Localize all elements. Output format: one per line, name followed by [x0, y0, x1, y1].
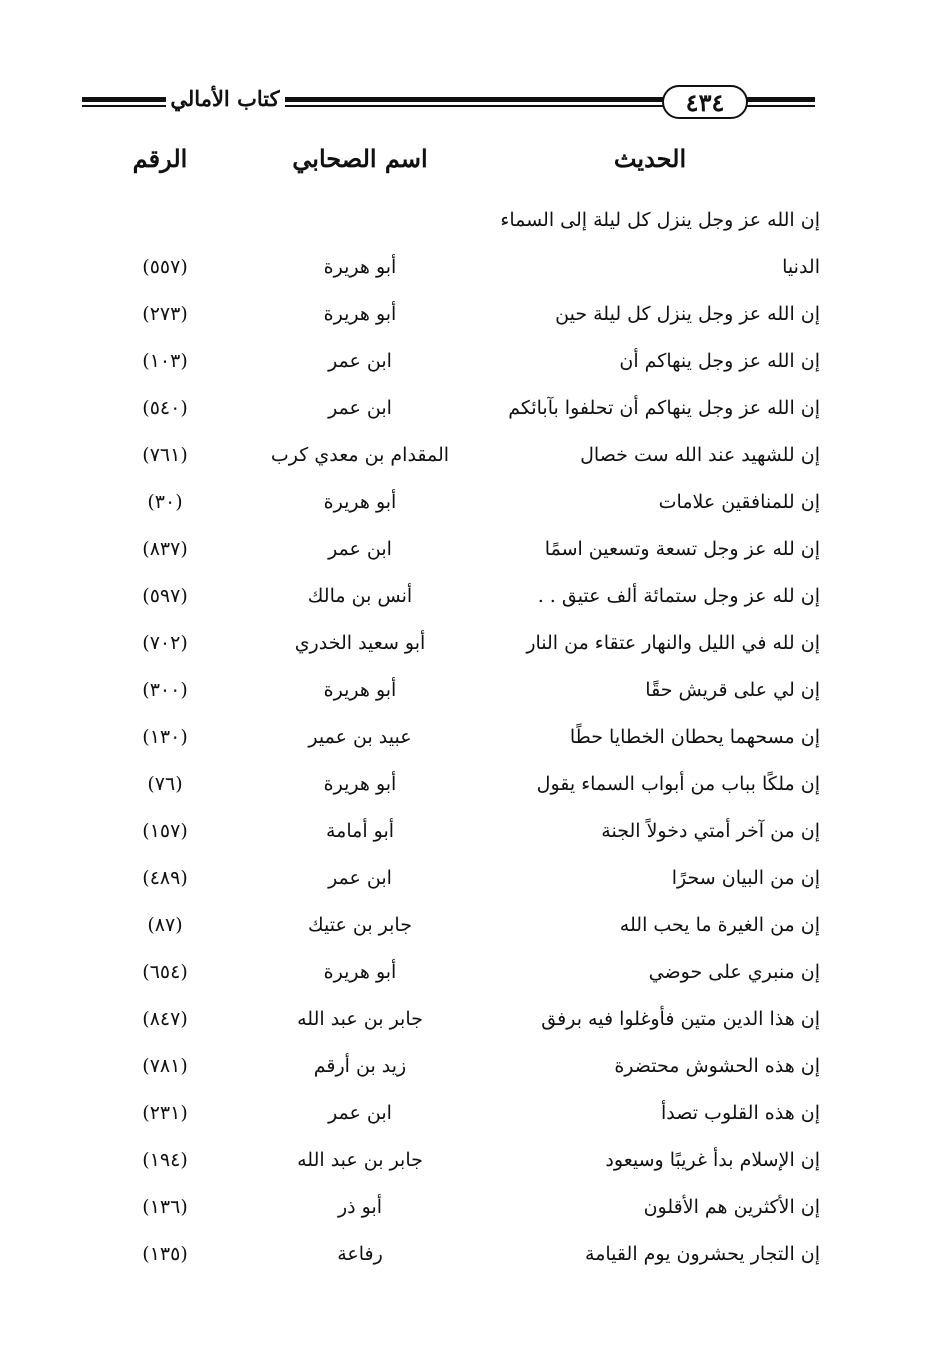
hadith-number: (٣٠) [147, 491, 183, 513]
hadith-text: إن الله عز وجل ينزل كل ليلة إلى السماء [500, 209, 820, 231]
hadith-text: إن لله عز وجل تسعة وتسعين اسمًا [544, 538, 820, 560]
hadith-text: إن هذه القلوب تصدأ [661, 1102, 820, 1124]
table-row [0, 1093, 930, 1140]
header-rule-right-thin [740, 105, 815, 107]
hadith-number: (٧٨١) [142, 1055, 188, 1077]
header-rule-middle-thin [285, 105, 670, 107]
hadith-number: (٧٦) [147, 773, 183, 795]
table-row [0, 717, 930, 764]
sahabi-name: أبو هريرة [323, 773, 397, 795]
table-row [0, 576, 930, 623]
hadith-text: إن الله عز وجل ينزل كل ليلة حين [555, 303, 820, 325]
hadith-number: (٥٤٠) [142, 397, 188, 419]
table-row [0, 1234, 930, 1281]
sahabi-name: أبو ذر [337, 1196, 383, 1218]
hadith-number: (٨٧) [147, 914, 183, 936]
table-row [0, 999, 930, 1046]
hadith-text: إن من آخر أمتي دخولاً الجنة [601, 820, 820, 842]
table-row [0, 764, 930, 811]
sahabi-name: أنس بن مالك [307, 585, 413, 607]
table-row [0, 1187, 930, 1234]
table-row [0, 623, 930, 670]
hadith-number: (٢٣١) [142, 1102, 188, 1124]
hadith-number: (٧٠٢) [142, 632, 188, 654]
hadith-text: الدنيا [782, 256, 820, 278]
table-row [0, 341, 930, 388]
hadith-text: إن من الغيرة ما يحب الله [619, 914, 820, 936]
table-row [0, 811, 930, 858]
sahabi-name: ابن عمر [328, 867, 392, 889]
hadith-number: (١٩٤) [142, 1149, 188, 1171]
hadith-number: (٨٤٧) [142, 1008, 188, 1030]
hadith-text: إن من البيان سحرًا [671, 867, 820, 889]
hadith-text: إن التجار يحشرون يوم القيامة [585, 1243, 820, 1265]
hadith-number: (٢٧٣) [142, 303, 188, 325]
column-heading-hadith: الحديث [613, 144, 687, 173]
hadith-text: إن هذا الدين متين فأوغلوا فيه برفق [541, 1008, 820, 1030]
table-row [0, 905, 930, 952]
table-row [0, 529, 930, 576]
hadith-text: إن الله عز وجل ينهاكم أن [619, 350, 820, 372]
header-rule-left-thick [82, 97, 168, 102]
sahabi-name: أبو سعيد الخدري [294, 632, 426, 654]
hadith-text: إن للشهيد عند الله ست خصال [580, 444, 820, 466]
sahabi-name: زيد بن أرقم [313, 1055, 407, 1077]
sahabi-name: أبو هريرة [323, 491, 397, 513]
hadith-number: (٥٩٧) [142, 585, 188, 607]
table-row [0, 952, 930, 999]
hadith-number: (١٥٧) [142, 820, 188, 842]
hadith-number: (١٣٦) [142, 1196, 188, 1218]
hadith-text: إن الله عز وجل ينهاكم أن تحلفوا بآبائكم [508, 397, 820, 419]
header-rule-middle-thick [285, 97, 670, 102]
hadith-text: إن ملكًا بباب من أبواب السماء يقول [536, 773, 820, 795]
hadith-number: (٨٣٧) [142, 538, 188, 560]
sahabi-name: ابن عمر [328, 397, 392, 419]
hadith-text: إن الأكثرين هم الأقلون [643, 1196, 820, 1218]
table-row [0, 482, 930, 529]
page-number: ٤٣٤ [662, 85, 748, 119]
hadith-text: إن لله في الليل والنهار عتقاء من النار [526, 632, 820, 654]
sahabi-name: جابر بن عبد الله [297, 1149, 423, 1171]
table-row [0, 670, 930, 717]
hadith-number: (٤٨٩) [142, 867, 188, 889]
hadith-text: إن الإسلام بدأ غريبًا وسيعود [605, 1149, 820, 1171]
hadith-text: إن لله عز وجل ستمائة ألف عتيق . . [537, 585, 820, 607]
hadith-number: (١٣٥) [142, 1243, 188, 1265]
sahabi-name: المقدام بن معدي كرب [270, 444, 450, 466]
hadith-text: إن هذه الحشوش محتضرة [614, 1055, 820, 1077]
hadith-text: إن لي على قريش حقًا [645, 679, 820, 701]
hadith-text: إن مسحهما يحطان الخطايا حطًا [569, 726, 820, 748]
table-row [0, 858, 930, 905]
hadith-text: إن للمنافقين علامات [658, 491, 820, 513]
table-row [0, 1046, 930, 1093]
index-table [0, 200, 930, 1281]
running-header [80, 80, 815, 130]
sahabi-name: أبو هريرة [323, 303, 397, 325]
header-rule-right-thick [740, 97, 815, 102]
sahabi-name: عبيد بن عمير [308, 726, 412, 748]
sahabi-name: جابر بن عتيك [308, 914, 412, 936]
table-row [0, 435, 930, 482]
hadith-number: (٦٥٤) [142, 961, 188, 983]
header-rule-left-thin [82, 105, 168, 107]
sahabi-name: ابن عمر [328, 350, 392, 372]
sahabi-name: أبو هريرة [323, 256, 397, 278]
table-row [0, 294, 930, 341]
table-row [0, 1140, 930, 1187]
sahabi-name: أبو أمامة [325, 820, 395, 842]
hadith-number: (١٠٣) [142, 350, 188, 372]
table-row [0, 247, 930, 294]
sahabi-name: أبو هريرة [323, 961, 397, 983]
column-heading-sahabi: اسم الصحابي [292, 144, 428, 173]
book-title: كتاب الأمالي [166, 86, 284, 111]
sahabi-name: جابر بن عبد الله [297, 1008, 423, 1030]
sahabi-name: رفاعة [337, 1243, 383, 1265]
table-row [0, 200, 930, 247]
table-row [0, 388, 930, 435]
sahabi-name: ابن عمر [328, 538, 392, 560]
hadith-number: (٣٠٠) [142, 679, 188, 701]
hadith-number: (٥٥٧) [142, 256, 188, 278]
sahabi-name: ابن عمر [328, 1102, 392, 1124]
hadith-text: إن منبري على حوضي [648, 961, 820, 983]
column-heading-number: الرقم [132, 144, 188, 173]
sahabi-name: أبو هريرة [323, 679, 397, 701]
hadith-number: (١٣٠) [142, 726, 188, 748]
hadith-number: (٧٦١) [142, 444, 188, 466]
